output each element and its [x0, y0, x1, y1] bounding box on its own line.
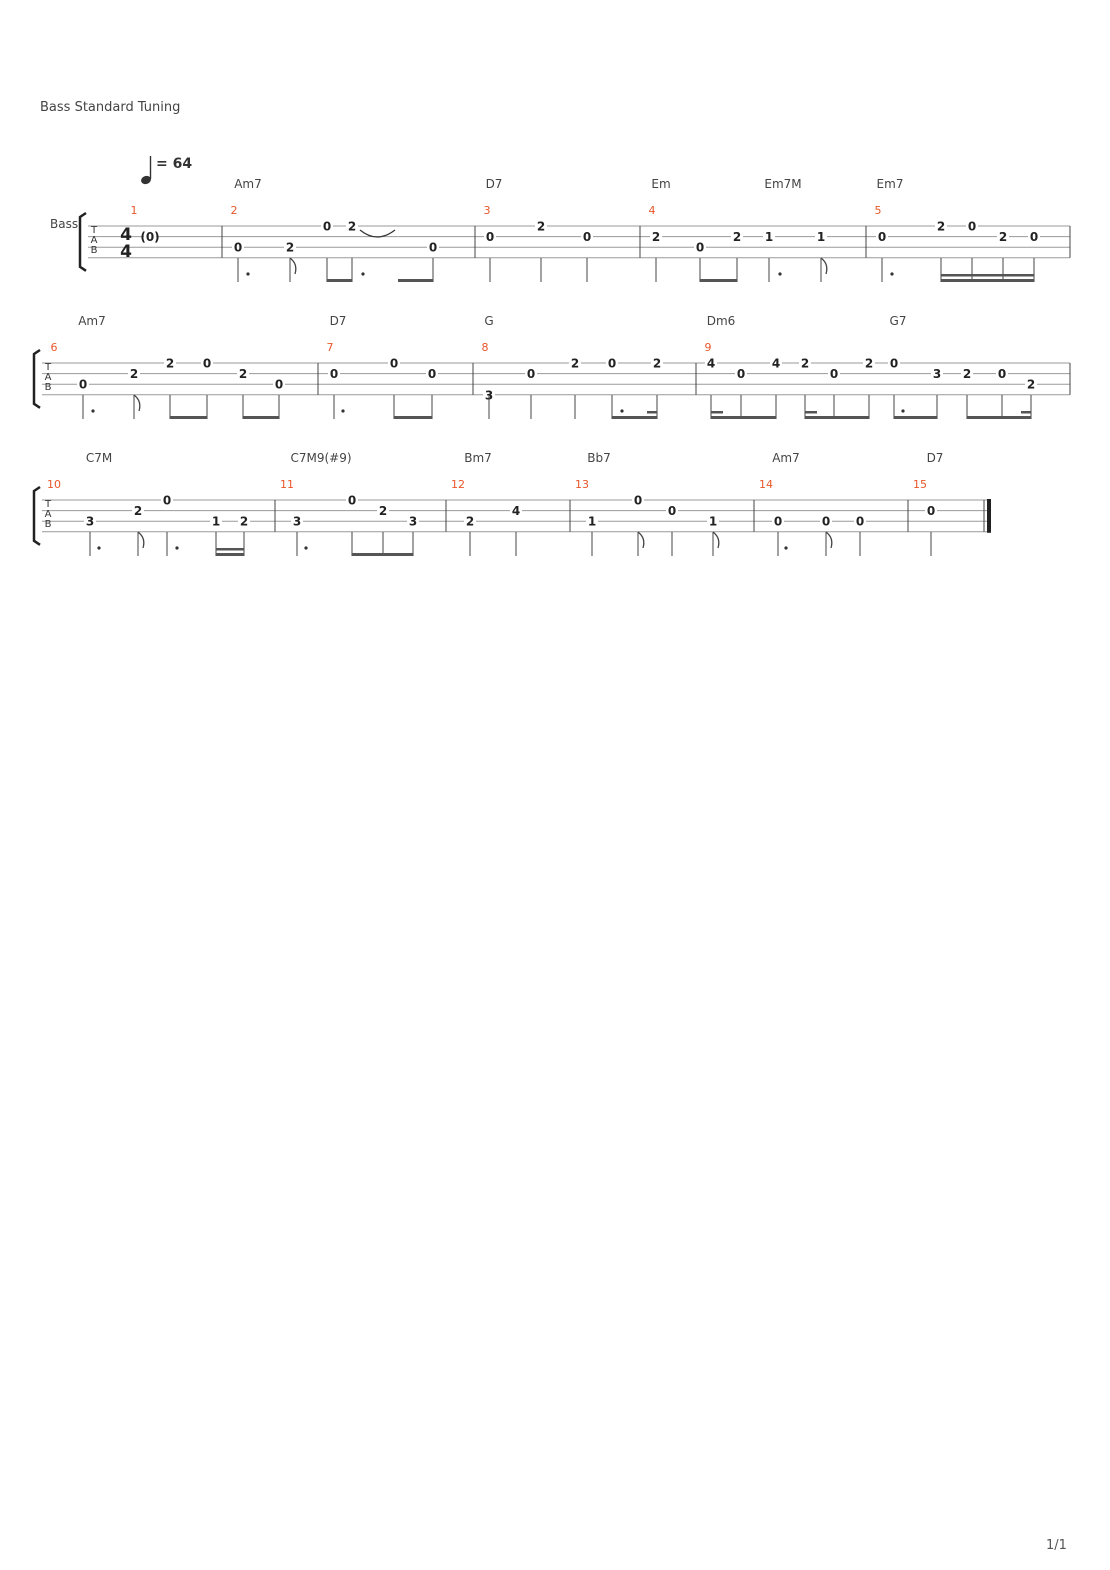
- measure-number: 12: [451, 478, 465, 491]
- fret-number: 3: [408, 514, 418, 529]
- chord-name: Bb7: [587, 451, 611, 465]
- beam: [327, 279, 352, 282]
- beam: [894, 416, 937, 419]
- fret-number: 0: [347, 493, 357, 508]
- note-flag: [826, 532, 832, 548]
- tablature-score: [0, 0, 1110, 600]
- fret-number: 2: [998, 230, 1008, 245]
- chord-name: Em7: [876, 177, 904, 191]
- tab-clef-letter: B: [90, 245, 98, 256]
- fret-number: 2: [864, 356, 874, 371]
- tempo-marking: = 64: [156, 156, 193, 172]
- fret-number: (0): [140, 230, 160, 245]
- note-flag: [290, 258, 296, 274]
- fret-number: 2: [800, 356, 810, 371]
- fret-number: 1: [708, 514, 718, 529]
- fret-number: 2: [133, 504, 143, 519]
- time-signature-top: 4: [120, 225, 132, 245]
- fret-number: 2: [238, 367, 248, 382]
- tab-clef-letter: T: [44, 362, 52, 373]
- fret-number: 0: [695, 240, 705, 255]
- fret-number: 0: [926, 504, 936, 519]
- tab-clef-letter: A: [44, 372, 52, 383]
- chord-name: G: [484, 314, 494, 328]
- fret-number: 2: [536, 219, 546, 234]
- tab-clef-letter: T: [90, 225, 98, 236]
- fret-number: 0: [427, 367, 437, 382]
- beam: [243, 416, 279, 419]
- tab-clef-letter: B: [44, 382, 52, 393]
- fret-number: 2: [732, 230, 742, 245]
- fret-number: 1: [211, 514, 221, 529]
- augmentation-dot: [97, 546, 100, 549]
- fret-number: 0: [322, 219, 332, 234]
- fret-number: 2: [165, 356, 175, 371]
- chord-name: Em: [651, 177, 671, 191]
- measure-number: 14: [759, 478, 773, 491]
- fret-number: 2: [1026, 377, 1036, 392]
- fret-number: 0: [821, 514, 831, 529]
- fret-number: 0: [233, 240, 243, 255]
- fret-number: 0: [582, 230, 592, 245]
- measure-number: 5: [874, 204, 882, 217]
- measure-number: 2: [230, 204, 238, 217]
- tab-clef-letter: A: [44, 509, 52, 520]
- chord-name: Am7: [234, 177, 262, 191]
- augmentation-dot: [175, 546, 178, 549]
- fret-number: 0: [773, 514, 783, 529]
- fret-number: 0: [877, 230, 887, 245]
- fret-number: 4: [511, 504, 521, 519]
- measure-number: 13: [575, 478, 589, 491]
- note-flag: [138, 532, 144, 548]
- beam: [805, 416, 869, 419]
- beam-secondary: [1021, 411, 1031, 414]
- augmentation-dot: [778, 272, 781, 275]
- beam-secondary: [805, 411, 817, 414]
- fret-number: 2: [652, 356, 662, 371]
- beam-secondary: [941, 274, 1034, 277]
- tab-clef-letter: A: [90, 235, 98, 246]
- augmentation-dot: [620, 409, 623, 412]
- fret-number: 1: [764, 230, 774, 245]
- fret-number: 0: [202, 356, 212, 371]
- fret-number: 0: [997, 367, 1007, 382]
- fret-number: 2: [465, 514, 475, 529]
- tab-clef-letter: B: [44, 519, 52, 530]
- fret-number: 0: [967, 219, 977, 234]
- page-number: 1/1: [1046, 1538, 1067, 1553]
- augmentation-dot: [304, 546, 307, 549]
- fret-number: 2: [962, 367, 972, 382]
- fret-number: 1: [587, 514, 597, 529]
- fret-number: 2: [936, 219, 946, 234]
- time-signature-bottom: 4: [120, 242, 132, 262]
- fret-number: 3: [85, 514, 95, 529]
- fret-number: 2: [378, 504, 388, 519]
- fret-number: 3: [292, 514, 302, 529]
- fret-number: 0: [162, 493, 172, 508]
- fret-number: 2: [239, 514, 249, 529]
- beam-secondary: [216, 548, 244, 551]
- note-flag: [134, 395, 140, 411]
- fret-number: 0: [889, 356, 899, 371]
- beam: [612, 416, 657, 419]
- system-bracket: [34, 487, 40, 545]
- note-flag: [638, 532, 644, 548]
- fret-number: 3: [484, 388, 494, 403]
- fret-number: 2: [651, 230, 661, 245]
- fret-number: 0: [78, 377, 88, 392]
- chord-name: D7: [485, 177, 503, 191]
- chord-name: D7: [329, 314, 347, 328]
- chord-name: C7M: [85, 451, 113, 465]
- tab-clef-letter: T: [44, 499, 52, 510]
- beam: [711, 416, 776, 419]
- measure-number: 1: [130, 204, 138, 217]
- measure-number: 3: [483, 204, 491, 217]
- fret-number: 3: [932, 367, 942, 382]
- beam-secondary: [647, 411, 657, 414]
- measure-number: 8: [481, 341, 489, 354]
- beam: [170, 416, 207, 419]
- note-flag: [713, 532, 719, 548]
- fret-number: 0: [389, 356, 399, 371]
- measure-number: 15: [913, 478, 927, 491]
- fret-number: 0: [607, 356, 617, 371]
- fret-number: 0: [526, 367, 536, 382]
- fret-number: 4: [771, 356, 781, 371]
- fret-number: 0: [329, 367, 339, 382]
- chord-name: Am7: [78, 314, 106, 328]
- fret-number: 0: [274, 377, 284, 392]
- beam: [394, 416, 432, 419]
- system-bracket: [34, 350, 40, 408]
- note-flag: [821, 258, 827, 274]
- beam-secondary: [711, 411, 723, 414]
- fret-number: 2: [129, 367, 139, 382]
- beam: [216, 553, 244, 556]
- measure-number: 9: [704, 341, 712, 354]
- fret-number: 0: [485, 230, 495, 245]
- measure-number: 4: [648, 204, 656, 217]
- chord-name: G7: [889, 314, 907, 328]
- augmentation-dot: [91, 409, 94, 412]
- beam: [967, 416, 1031, 419]
- augmentation-dot: [361, 272, 364, 275]
- fret-number: 0: [736, 367, 746, 382]
- chord-name: Bm7: [464, 451, 492, 465]
- beam: [700, 279, 737, 282]
- beam: [941, 279, 1034, 282]
- chord-name: C7M9(#9): [290, 451, 352, 465]
- chord-name: Am7: [772, 451, 800, 465]
- fret-number: 0: [855, 514, 865, 529]
- fret-number: 2: [285, 240, 295, 255]
- tuning-label: Bass Standard Tuning: [40, 100, 181, 115]
- augmentation-dot: [784, 546, 787, 549]
- instrument-name: Bass: [50, 217, 79, 231]
- augmentation-dot: [890, 272, 893, 275]
- augmentation-dot: [341, 409, 344, 412]
- fret-number: 0: [667, 504, 677, 519]
- system-bracket: [80, 213, 86, 271]
- fret-number: 1: [816, 230, 826, 245]
- tie-arc: [360, 230, 395, 237]
- measure-number: 7: [326, 341, 334, 354]
- fret-number: 0: [1029, 230, 1039, 245]
- augmentation-dot: [901, 409, 904, 412]
- fret-number: 0: [829, 367, 839, 382]
- chord-name: D7: [926, 451, 944, 465]
- fret-number: 0: [633, 493, 643, 508]
- chord-name: Em7M: [764, 177, 802, 191]
- fret-number: 4: [706, 356, 716, 371]
- measure-number: 6: [50, 341, 58, 354]
- augmentation-dot: [246, 272, 249, 275]
- fret-number: 2: [570, 356, 580, 371]
- fret-number: 2: [347, 219, 357, 234]
- chord-name: Dm6: [706, 314, 736, 328]
- measure-number: 10: [47, 478, 61, 491]
- fret-number: 0: [428, 240, 438, 255]
- beam: [398, 279, 433, 282]
- measure-number: 11: [280, 478, 294, 491]
- beam: [352, 553, 413, 556]
